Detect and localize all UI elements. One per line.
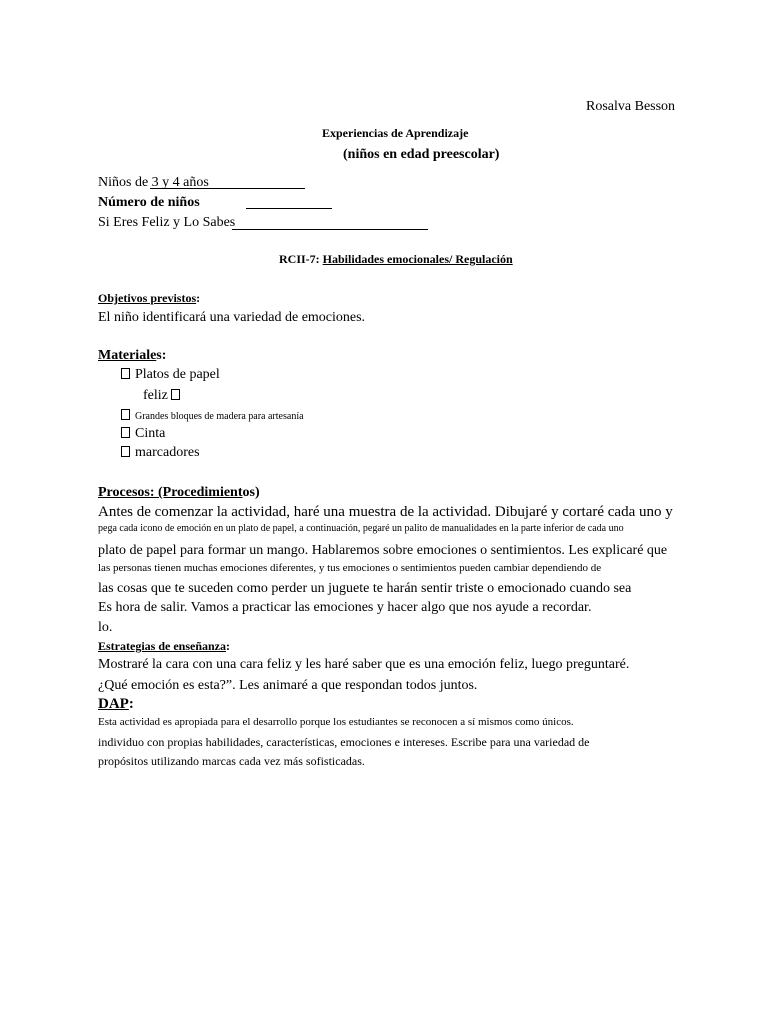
procedures-line: plato de papel para formar un mango. Hablaremos sobre emociones o sentimientos. Les explicaré que (98, 543, 668, 558)
dap-line: individuo con propias habilidades, características, emociones e intereses. Escribe para una variedad de (98, 735, 590, 749)
document-subtitle: (niños en edad preescolar) (343, 147, 500, 162)
age-underline (150, 188, 305, 189)
standard-line (279, 253, 513, 265)
activity-underline (232, 229, 428, 230)
bullet-box-icon (121, 446, 130, 457)
age-value: 3 y 4 años (151, 175, 209, 190)
materials-heading: Materiales: (98, 348, 167, 363)
dap-line: propósitos utilizando marcas cada vez más sofisticadas. (98, 754, 365, 768)
strategies-heading: Estrategias de enseñanza: (98, 639, 230, 653)
bullet-box-icon (121, 368, 130, 379)
procedures-line: Es hora de salir. Vamos a practicar las emociones y hacer algo que nos ayude a recordar. (98, 600, 592, 615)
material-item: Platos de papel (121, 368, 220, 382)
procedures-line: las personas tienen muchas emociones diferentes, y tus emociones o sentimientos pueden cambiar dependiendo de (98, 562, 602, 574)
document-title: Experiencias de Aprendizaje (322, 126, 469, 140)
material-item: marcadores (121, 446, 200, 460)
activity-name: Si Eres Feliz y Lo Sabes (98, 215, 236, 230)
procedures-line: pega cada icono de emoción en un plato de papel, a continuación, pegaré un palito de manualidades en la parte inferior de cada uno (98, 523, 624, 534)
standard-name: Habilidades emocionales/ Regulación (322, 252, 513, 266)
procedures-line: las cosas que te suceden como perder un juguete te harán sentir triste o emocionado cuando sea (98, 581, 632, 596)
bullet-box-icon (121, 409, 130, 420)
objectives-heading: Objetivos previstos: (98, 291, 201, 305)
procedures-heading: Procesos: (Procedimientos) (98, 485, 260, 500)
material-item: feliz (143, 389, 185, 403)
strategies-line: ¿Qué emoción es esta?”. Les animaré a que respondan todos juntos. (98, 678, 478, 693)
procedures-line: Antes de comenzar la actividad, haré una muestra de la actividad. Dibujaré y cortaré cada uno y (98, 504, 673, 520)
dap-heading: DAP: (98, 696, 134, 712)
children-count-blank (246, 208, 332, 209)
objectives-text: El niño identificará una variedad de emociones. (98, 310, 366, 325)
bullet-box-icon (171, 389, 180, 400)
material-item: Cinta (121, 427, 165, 441)
author-name: Rosalva Besson (586, 99, 676, 114)
children-count-label: Número de niños (98, 195, 200, 210)
bullet-box-icon (121, 427, 130, 438)
age-label: Niños de (98, 175, 149, 190)
strategies-line: Mostraré la cara con una cara feliz y les haré saber que es una emoción feliz, luego preguntaré. (98, 657, 630, 672)
standard-code: RCII-7: (279, 252, 320, 266)
procedures-line: lo. (98, 620, 113, 635)
material-item: Grandes bloques de madera para artesanía (121, 409, 304, 422)
dap-line: Esta actividad es apropiada para el desarrollo porque los estudiantes se reconocen a sí mismos como únicos. (98, 716, 574, 728)
